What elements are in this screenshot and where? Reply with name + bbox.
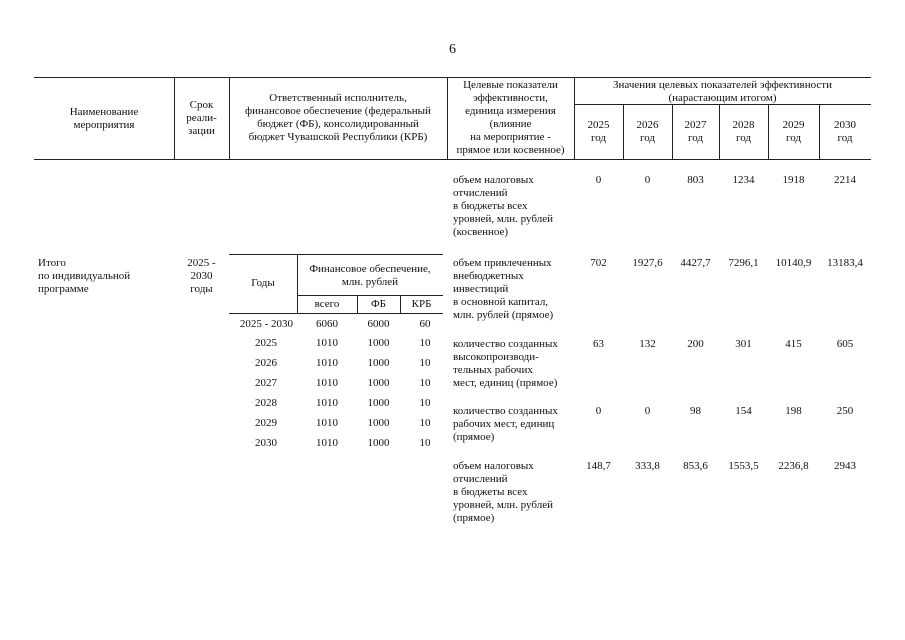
header-year-2027: 2027 год (684, 119, 707, 144)
indicator-value: 250 (836, 405, 854, 417)
header-year-2029: 2029 год (782, 119, 805, 144)
indicator-value: 7296,1 (728, 257, 759, 269)
finance-sub-fb-header: ФБ (370, 298, 386, 310)
indicator-value: 1918 (782, 174, 805, 186)
finance-sub-divider (297, 295, 443, 296)
finance-amount-header: Финансовое обеспечение, млн. рублей (309, 263, 431, 288)
indicator-value: 13183,4 (827, 257, 863, 269)
finance-total: 1010 (316, 397, 338, 409)
indicator-value: 415 (785, 338, 802, 350)
indicator-value: 2236,8 (778, 460, 809, 472)
finance-fb: 1000 (367, 377, 390, 389)
finance-total: 1010 (316, 417, 338, 429)
finance-period: 2028 (255, 397, 277, 409)
indicator-label: объем налоговых отчислений в бюджеты всех уровней, млн. рублей (прямое) (453, 460, 553, 524)
finance-total: 1010 (316, 357, 338, 369)
header-year-2028: 2028 год (732, 119, 755, 144)
header-year-2025: 2025 год (587, 119, 610, 144)
indicator-label: объем налоговых отчислений в бюджеты всех уровней, млн. рублей (косвенное) (453, 174, 553, 238)
finance-period: 2027 (255, 377, 277, 389)
indicator-value: 0 (595, 405, 602, 417)
finance-sub-total-header: всего (314, 298, 340, 310)
finance-years-header: Годы (251, 277, 275, 289)
indicator-value: 148,7 (586, 460, 611, 472)
finance-krb: 10 (419, 337, 431, 349)
finance-period: 2025 - 2030 (239, 318, 293, 330)
finance-krb: 10 (419, 377, 431, 389)
finance-krb: 10 (419, 397, 431, 409)
indicator-value: 1927,6 (632, 257, 663, 269)
finance-period: 2025 (255, 337, 277, 349)
page-number: 6 (449, 42, 456, 57)
finance-fb: 1000 (367, 417, 390, 429)
indicator-value: 10140,9 (775, 257, 812, 269)
finance-fb: 6000 (367, 318, 390, 330)
finance-fb: 1000 (367, 437, 390, 449)
indicator-value: 605 (836, 338, 854, 350)
header-indicators: Целевые показатели эффективности, единица измерения (влияние на мероприятие - прямое или косвенное) (456, 79, 565, 156)
finance-period: 2026 (255, 357, 277, 369)
finance-top-border (229, 254, 443, 255)
indicator-label: объем привлеченных внебюджетных инвестиций в основной капитал, млн. рублей (прямое) (453, 257, 554, 321)
indicator-value: 98 (690, 405, 701, 417)
finance-total: 1010 (316, 437, 338, 449)
indicator-value: 0 (595, 174, 602, 186)
finance-total: 1010 (316, 337, 338, 349)
table-top-border (34, 77, 871, 78)
indicator-value: 200 (687, 338, 704, 350)
indicator-value: 2214 (834, 174, 856, 186)
finance-fb: 1000 (367, 397, 390, 409)
finance-krb: 10 (419, 437, 431, 449)
finance-period: 2029 (255, 417, 277, 429)
row-term: 2025 - 2030 годы (187, 257, 216, 295)
finance-krb: 10 (419, 357, 431, 369)
indicator-value: 1553,5 (728, 460, 759, 472)
indicator-value: 63 (593, 338, 604, 350)
row-label: Итого по индивидуальной программе (38, 257, 131, 295)
finance-total: 6060 (316, 318, 338, 330)
indicator-label: количество созданных рабочих мест, единиц (прямое) (453, 405, 558, 443)
indicator-value: 198 (785, 405, 802, 417)
header-term: Срок реали- зации (186, 99, 217, 137)
header-values-title: Значения целевых показателей эффективности (нарастающим итогом) (613, 79, 832, 104)
indicator-value: 333,8 (635, 460, 660, 472)
indicator-value: 301 (735, 338, 752, 350)
indicator-value: 702 (590, 257, 607, 269)
finance-fb: 1000 (367, 357, 390, 369)
indicator-value: 0 (644, 405, 651, 417)
finance-krb: 10 (419, 417, 431, 429)
header-year-2030: 2030 год (834, 119, 856, 144)
header-bottom-border (34, 159, 871, 160)
header-name: Наименование мероприятия (69, 106, 139, 131)
header-year-2026: 2026 год (636, 119, 659, 144)
indicator-label: количество созданных высокопроизводи- тельных рабочих мест, единиц (прямое) (453, 338, 558, 389)
indicator-value: 154 (735, 405, 752, 417)
finance-period: 2030 (255, 437, 277, 449)
indicator-value: 853,6 (683, 460, 708, 472)
finance-krb: 60 (419, 318, 431, 330)
header-responsible: Ответственный исполнитель, финансовое обеспечение (федеральный бюджет (ФБ), консолидированный бюджет Чувашской Республики (КРБ) (245, 92, 431, 143)
indicator-value: 803 (687, 174, 704, 186)
indicator-value: 2943 (834, 460, 856, 472)
indicator-value: 132 (639, 338, 656, 350)
indicator-value: 1234 (732, 174, 755, 186)
finance-total: 1010 (316, 377, 338, 389)
finance-header-bottom (229, 313, 443, 314)
finance-sub-krb-header: КРБ (411, 298, 432, 310)
finance-fb: 1000 (367, 337, 390, 349)
indicator-value: 4427,7 (680, 257, 711, 269)
indicator-value: 0 (644, 174, 651, 186)
